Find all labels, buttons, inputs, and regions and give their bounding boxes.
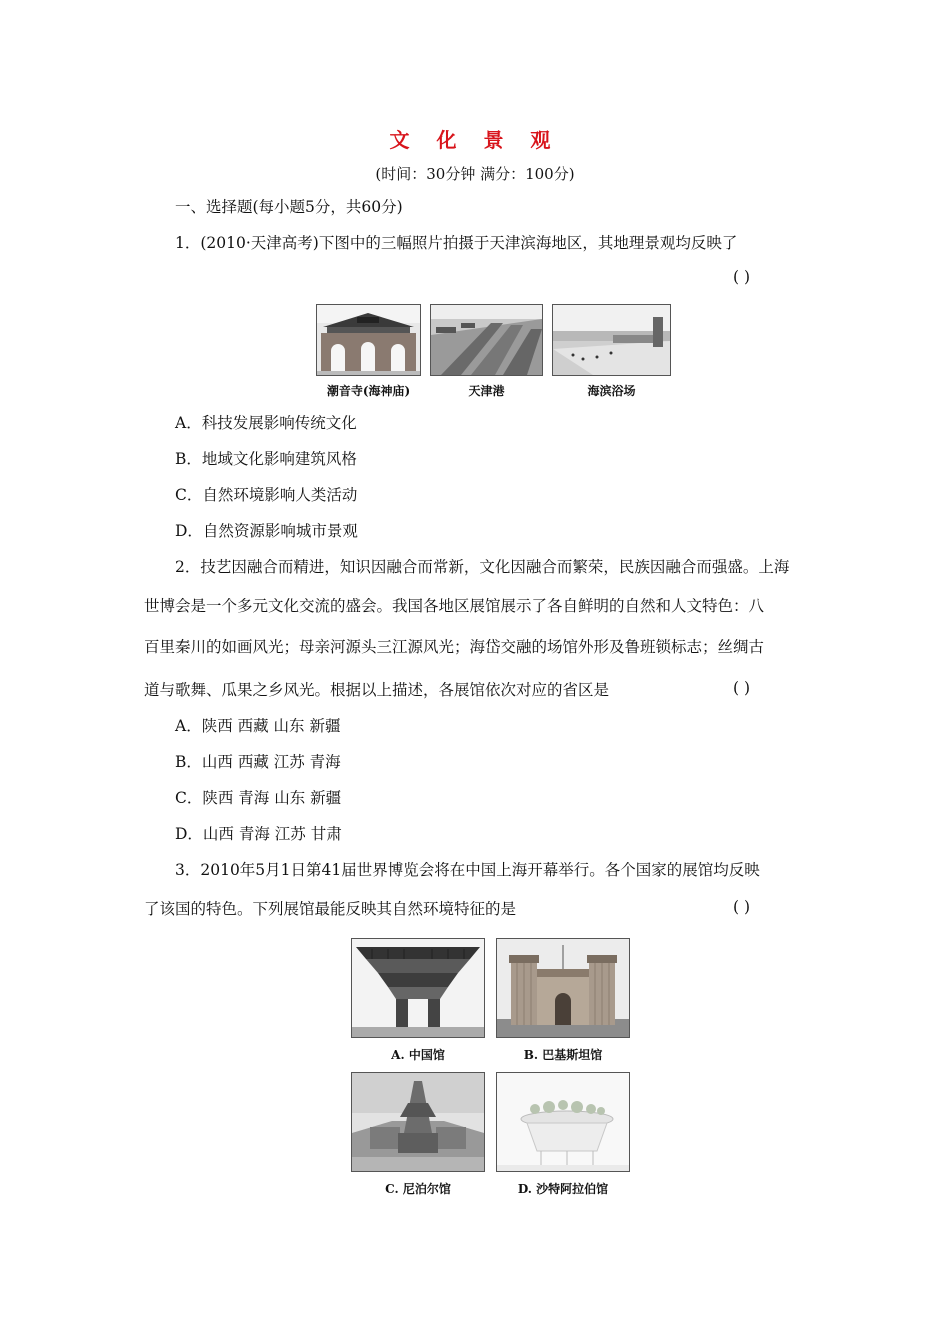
q3-caption-c: C. 尼泊尔馆 [385,1182,451,1196]
q1-photo-temple [316,304,421,376]
q1-photo-port [430,304,543,376]
q3-caption-d: D. 沙特阿拉伯馆 [517,1182,609,1196]
q1-option-d: D．自然资源影响城市景观 [175,522,358,540]
q1-option-b: B．地域文化影响建筑风格 [175,450,357,468]
q2-option-d: D．山西 青海 江苏 甘肃 [175,825,342,843]
page-title: 文 化 景 观 [389,128,561,152]
q3-photo-nepal-pavilion [351,1072,485,1172]
q3-caption-b: B. 巴基斯坦馆 [523,1048,603,1062]
q1-caption-port: 天津港 [468,384,505,398]
q1-option-a: A．科技发展影响传统文化 [175,414,357,432]
q3-answer-blank: ( ) [733,898,751,916]
q3-stem-line-2: 了该国的特色。下列展馆最能反映其自然环境特征的是 [144,900,517,918]
q2-answer-blank: ( ) [733,679,751,697]
exam-info: (时间：30分钟 满分：100分) [375,165,575,183]
q3-photo-pakistan-pavilion [496,938,630,1038]
q1-option-c: C．自然环境影响人类活动 [175,486,358,504]
q2-option-c: C．陕西 青海 山东 新疆 [175,789,342,807]
q1-caption-beach: 海滨浴场 [587,384,636,398]
q3-stem-line-1: 3．2010年5月1日第41届世界博览会将在中国上海开幕举行。各个国家的展馆均反映 [175,861,760,879]
q1-stem: 1．(2010·天津高考)下图中的三幅照片拍摄于天津滨海地区，其地理景观均反映了 [175,234,738,252]
q2-option-a: A．陕西 西藏 山东 新疆 [175,717,341,735]
q2-stem-line-3: 百里秦川的如画风光；母亲河源头三江源风光；海岱交融的场馆外形及鲁班锁标志；丝绸古 [144,638,765,656]
q2-stem-line-1: 2．技艺因融合而精进，知识因融合而常新，文化因融合而繁荣，民族因融合而强盛。上海 [175,558,790,576]
q1-caption-temple: 潮音寺(海神庙) [326,384,411,398]
q2-stem-line-4: 道与歌舞、瓜果之乡风光。根据以上描述，各展馆依次对应的省区是 [144,681,610,699]
section-heading: 一、选择题(每小题5分，共60分) [175,198,403,216]
q3-photo-saudi-pavilion [496,1072,630,1172]
q2-stem-line-2: 世博会是一个多元文化交流的盛会。我国各地区展馆展示了各自鲜明的自然和人文特色：八 [144,597,765,615]
q3-photo-china-pavilion [351,938,485,1038]
q2-option-b: B．山西 西藏 江苏 青海 [175,753,341,771]
q1-photo-beach [552,304,671,376]
q3-caption-a: A. 中国馆 [391,1048,445,1062]
q1-answer-blank: ( ) [733,268,751,286]
